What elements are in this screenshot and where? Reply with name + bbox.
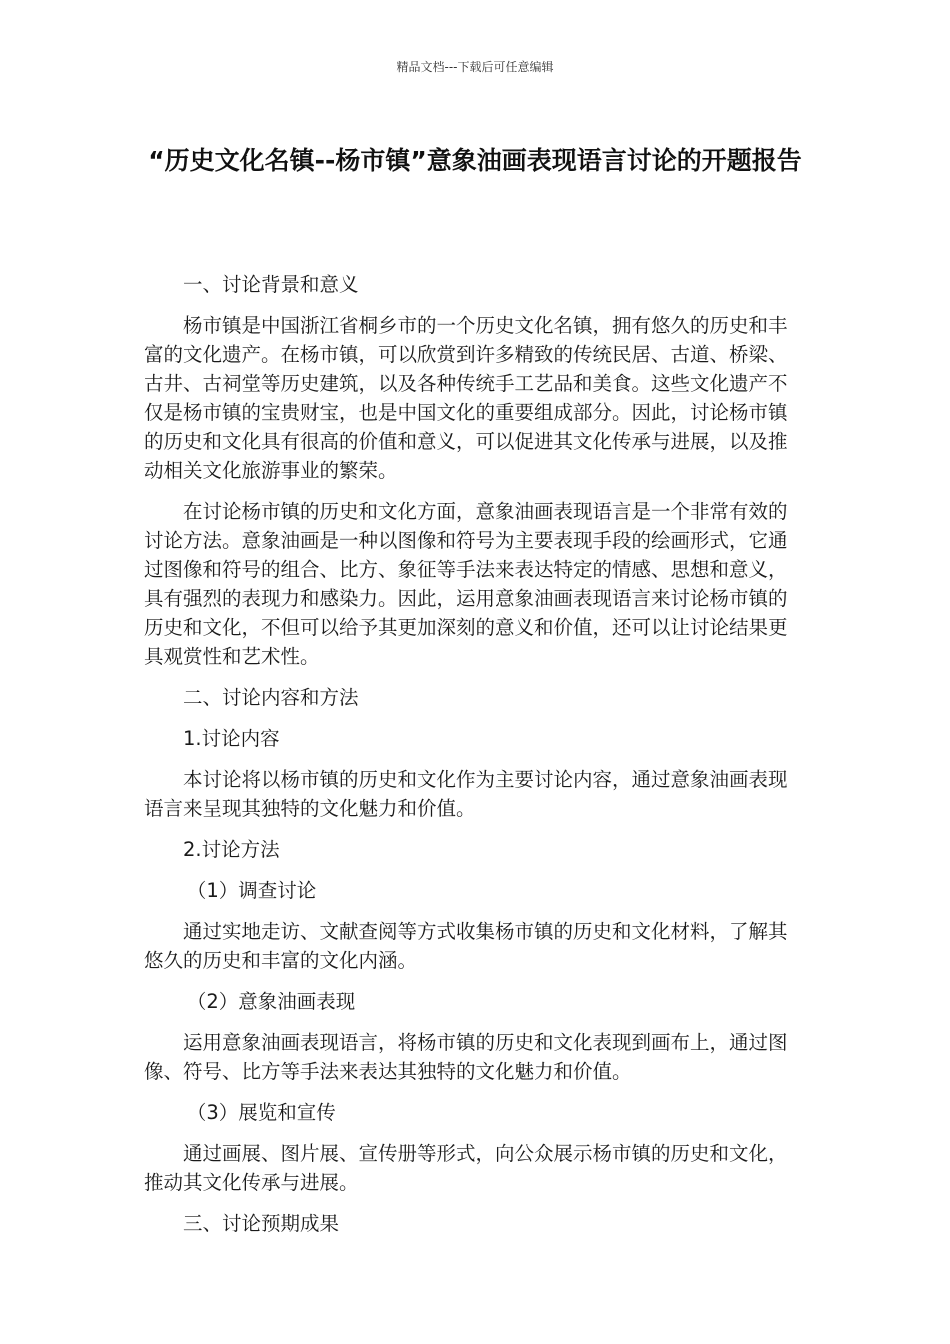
paragraph-content: 本讨论将以杨市镇的历史和文化作为主要讨论内容，通过意象油画表现语言来呈现其独特的文化魅力和价值。 bbox=[144, 768, 788, 820]
document-title: “历史文化名镇--杨市镇”意象油画表现语言讨论的开题报告 bbox=[148, 146, 802, 175]
paragraph-background-1: 杨市镇是中国浙江省桐乡市的一个历史文化名镇，拥有悠久的历史和丰富的文化遗产。在杨市镇，可以欣赏到许多精致的传统民居、古道、桥梁、古井、古祠堂等历史建筑，以及各种传统手工艺品和美食。这些文化遗产不仅是杨市镇的宝贵财宝，也是中国文化的重要组成部分。因此，讨论杨市镇的历史和文化具有很高的价值和意义，可以促进其文化传承与进展，以及推动相关文化旅游事业的繁荣。 bbox=[144, 314, 788, 482]
method-heading-survey: （1）调查讨论 bbox=[186, 879, 317, 902]
paragraph-survey: 通过实地走访、文献查阅等方式收集杨市镇的历史和文化材料，了解其悠久的历史和丰富的文化内涵。 bbox=[144, 920, 788, 972]
section-heading-expected-results: 三、讨论预期成果 bbox=[183, 1212, 340, 1235]
section-heading-background: 一、讨论背景和意义 bbox=[183, 273, 359, 296]
subheading-method: 2.讨论方法 bbox=[183, 838, 280, 861]
method-heading-painting: （2）意象油画表现 bbox=[186, 990, 356, 1013]
paragraph-painting: 运用意象油画表现语言，将杨市镇的历史和文化表现到画布上，通过图像、符号、比方等手法来表达其独特的文化魅力和价值。 bbox=[144, 1031, 788, 1083]
paragraph-background-2: 在讨论杨市镇的历史和文化方面，意象油画表现语言是一个非常有效的讨论方法。意象油画是一种以图像和符号为主要表现手段的绘画形式，它通过图像和符号的组合、比方、象征等手法来表达特定的情感、思想和意义，具有强烈的表现力和感染力。因此，运用意象油画表现语言来讨论杨市镇的历史和文化，不但可以给予其更加深刻的意义和价值，还可以让讨论结果更具观赏性和艺术性。 bbox=[144, 500, 788, 668]
document-body bbox=[144, 270, 806, 1250]
header-note: 精品文档---下载后可任意编辑 bbox=[396, 60, 554, 74]
method-heading-exhibition: （3）展览和宣传 bbox=[186, 1101, 336, 1124]
subheading-content: 1.讨论内容 bbox=[183, 727, 280, 750]
section-heading-content-method: 二、讨论内容和方法 bbox=[183, 686, 359, 709]
paragraph-exhibition: 通过画展、图片展、宣传册等形式，向公众展示杨市镇的历史和文化，推动其文化传承与进展。 bbox=[144, 1142, 788, 1194]
